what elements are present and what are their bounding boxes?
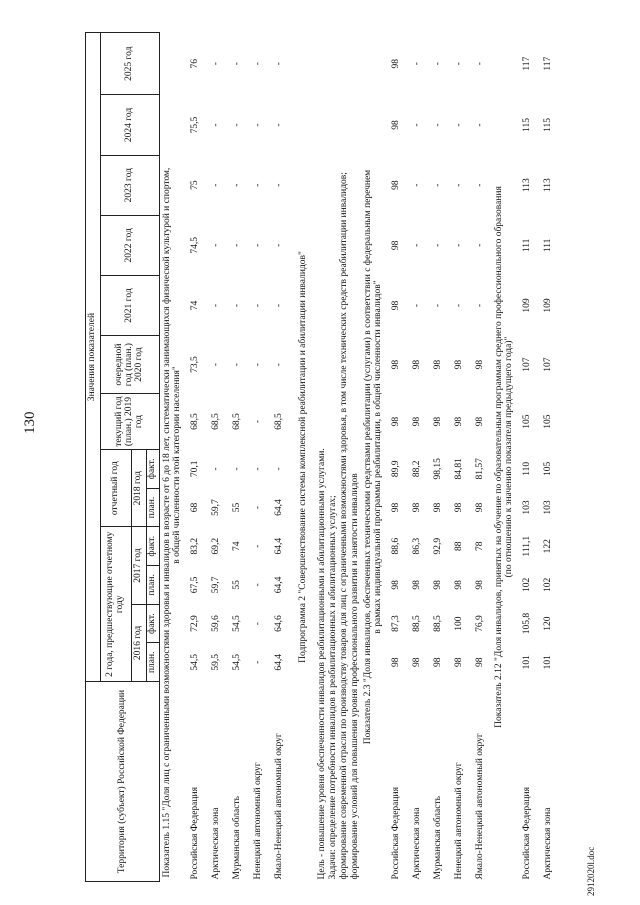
value-cell: -: [253, 123, 264, 127]
value-cell: -: [454, 303, 465, 308]
territory-name: Ямало-Ненецкий автономный округ: [274, 733, 285, 880]
value-cell: 105: [522, 414, 533, 429]
value-cell: -: [232, 303, 243, 308]
value-cell: 78: [475, 541, 486, 551]
year-2017-header: 2017 год: [132, 527, 147, 604]
value-cell: 76,9: [475, 615, 486, 632]
value-cell: 98: [391, 180, 402, 190]
value-cell: 64,6: [274, 615, 285, 632]
value-cell: -: [274, 183, 285, 187]
indicator-title: [160, 33, 186, 882]
value-cell: -: [232, 243, 243, 247]
fact-header: факт.: [147, 604, 160, 643]
value-cell: 98: [391, 120, 402, 130]
value-cell: 76: [190, 58, 201, 69]
territory-name: Арктическая зона: [543, 807, 554, 880]
value-cell: 86,3: [412, 537, 423, 555]
value-cell: 72,9: [190, 615, 201, 632]
value-cell: 98: [412, 359, 423, 370]
value-cell: 102: [543, 577, 554, 593]
value-cell: 101: [543, 655, 554, 670]
value-cell: 111: [522, 238, 533, 253]
value-cell: -: [433, 123, 444, 127]
value-cell: 98: [391, 416, 402, 427]
value-cell: 100: [454, 616, 465, 631]
value-cell: -: [211, 467, 222, 471]
subprogram-goal-line: Задачи: определение потребности инвалидов в реабилитационных и абилитационных услугах;: [327, 495, 338, 880]
value-cell: 109: [543, 298, 554, 313]
table-row: [249, 33, 270, 882]
value-cell: -: [454, 62, 465, 66]
value-cell: 107: [522, 357, 533, 372]
value-cell: -: [253, 183, 264, 187]
value-cell: 111: [543, 238, 554, 253]
value-cell: -: [211, 303, 222, 308]
value-cell: -: [433, 243, 444, 247]
value-cell: -: [412, 243, 423, 247]
table-row: [429, 33, 450, 882]
value-cell: -: [253, 243, 264, 247]
value-cell: 59,5: [211, 653, 222, 671]
value-cell: 68,5: [211, 413, 222, 430]
value-cell: -: [253, 62, 264, 66]
value-cell: 92,9: [433, 537, 444, 555]
value-cell: 98,15: [433, 458, 444, 480]
value-cell: 98: [454, 416, 465, 427]
table-row: [450, 33, 471, 882]
value-cell: 54,5: [232, 653, 243, 671]
year-2023-header: 2023 год: [101, 155, 160, 215]
value-cell: -: [232, 62, 243, 66]
territory-name: Арктическая зона: [412, 807, 423, 880]
value-cell: 120: [543, 616, 554, 631]
indicator-title-line: Показатель 2.3 "Доля инвалидов, обеспеченных техническими средствами реабилитации (услугами) в соответствии с федеральным перечнем: [362, 169, 373, 745]
value-cell: 113: [543, 178, 554, 193]
table-row: [539, 33, 560, 882]
indicator-title-row: [160, 33, 186, 882]
value-cell: 54,5: [232, 615, 243, 632]
value-cell: -: [253, 505, 264, 510]
value-cell: 69,2: [211, 537, 222, 555]
territory-name: Российская Федерация: [190, 787, 201, 880]
value-cell: -: [253, 303, 264, 308]
table-row: [518, 33, 539, 882]
value-cell: -: [274, 467, 285, 471]
indicator-title-row: [361, 33, 387, 882]
value-cell: -: [412, 62, 423, 66]
value-cell: -: [211, 183, 222, 187]
value-cell: 88: [454, 541, 465, 551]
value-cell: 98: [433, 657, 444, 668]
value-cell: 122: [543, 539, 554, 554]
value-cell: 74: [190, 300, 201, 311]
value-cell: -: [475, 123, 486, 127]
value-cell: 70,1: [190, 460, 201, 478]
value-cell: 59,6: [211, 615, 222, 632]
value-cell: -: [412, 183, 423, 187]
value-cell: -: [412, 303, 423, 308]
value-cell: -: [253, 544, 264, 548]
plan-header: план.: [147, 643, 160, 682]
territory-name: Мурманская область: [232, 796, 243, 880]
territory-name: Ямало-Ненецкий автономный округ: [475, 733, 486, 880]
territory-header: Территория (субъект) Российской Федерации: [86, 682, 160, 882]
value-cell: 87,3: [391, 615, 402, 632]
value-cell: 117: [522, 56, 533, 71]
territory-name: Российская Федерация: [391, 787, 402, 880]
indicator-title-row: [492, 33, 518, 882]
value-cell: -: [454, 183, 465, 187]
value-cell: -: [454, 243, 465, 247]
indicators-table: [85, 32, 560, 882]
value-cell: 98: [391, 580, 402, 590]
value-cell: 101: [522, 655, 533, 670]
value-cell: -: [274, 62, 285, 66]
report-year-header: отчетный год: [101, 450, 132, 527]
value-cell: 59,7: [211, 576, 222, 594]
value-cell: 64,4: [274, 499, 285, 516]
table-body: [160, 33, 560, 882]
value-cell: 98: [454, 580, 465, 590]
values-header: Значения показателей: [86, 33, 101, 682]
value-cell: -: [274, 123, 285, 127]
value-cell: -: [211, 363, 222, 367]
subprogram-title: Подпрограмма 2 "Совершенствование системы комплексной реабилитации и абилитации инвалидов": [297, 251, 308, 663]
year-2024-header: 2024 год: [101, 95, 160, 155]
value-cell: 110: [522, 461, 533, 476]
value-cell: 98: [475, 359, 486, 370]
value-cell: 64,4: [274, 653, 285, 671]
value-cell: 98: [433, 359, 444, 370]
indicator-title: [492, 33, 518, 882]
territory-name: Арктическая зона: [211, 807, 222, 880]
table-row: [270, 33, 291, 882]
value-cell: -: [253, 583, 264, 587]
value-cell: -: [253, 660, 264, 664]
value-cell: 98: [475, 657, 486, 668]
value-cell: 55: [232, 502, 243, 513]
value-cell: 88,2: [412, 460, 423, 478]
value-cell: 98: [475, 502, 486, 513]
value-cell: -: [274, 243, 285, 247]
value-cell: -: [253, 622, 264, 626]
value-cell: 107: [543, 357, 554, 372]
value-cell: 73,5: [190, 356, 201, 373]
value-cell: 115: [543, 118, 554, 132]
value-cell: 98: [391, 502, 402, 513]
current-year-header: текущий год (план.) 2019 год: [101, 394, 160, 450]
value-cell: 68: [190, 502, 201, 513]
value-cell: 64,4: [274, 576, 285, 594]
rotated-table-area: [85, 32, 554, 882]
value-cell: -: [274, 303, 285, 308]
value-cell: 98: [433, 416, 444, 427]
year-2018-header: 2018 год: [132, 450, 147, 527]
value-cell: -: [232, 123, 243, 127]
value-cell: 103: [522, 500, 533, 515]
value-cell: 98: [391, 657, 402, 668]
value-cell: 81,57: [475, 458, 486, 480]
value-cell: 98: [391, 58, 402, 69]
value-cell: 88,5: [412, 615, 423, 632]
value-cell: 54,5: [190, 653, 201, 671]
subprogram-goal-line: формирование условий для повышения уровня профессионального развития и занятости инвалидов: [349, 473, 360, 880]
value-cell: 59,7: [211, 499, 222, 516]
table-row: [186, 33, 207, 882]
value-cell: 67,5: [190, 576, 201, 594]
table-row: [408, 33, 429, 882]
year-2025-header: 2025 год: [101, 33, 160, 95]
value-cell: 89,9: [391, 460, 402, 478]
value-cell: 75,5: [190, 116, 201, 134]
fact-header: факт.: [147, 450, 160, 489]
prev-years-header: 2 года, предшествующие отчетному году: [101, 527, 132, 682]
value-cell: 98: [433, 580, 444, 590]
plan-header: план.: [147, 488, 160, 527]
value-cell: 98: [391, 359, 402, 370]
indicator-title-line: в рамках индивидуальной программы реабилитации, в общей численности инвалидов": [372, 280, 383, 634]
value-cell: -: [433, 62, 444, 66]
value-cell: 75: [190, 180, 201, 190]
indicator-title-line: Показатель 2.12 "Доля инвалидов, принятых на обучение по образовательным программам среднего профессионального образования: [493, 186, 504, 728]
value-cell: -: [211, 62, 222, 66]
subprogram-goals: [317, 33, 361, 882]
value-cell: 74: [232, 541, 243, 551]
value-cell: 98: [391, 240, 402, 251]
value-cell: -: [211, 243, 222, 247]
next-year-header: очередной год (план.) 2020 год: [101, 336, 160, 394]
value-cell: 103: [543, 500, 554, 515]
value-cell: 98: [454, 359, 465, 370]
value-cell: 105: [543, 461, 554, 476]
subprogram-title-row: [291, 33, 317, 882]
value-cell: -: [475, 183, 486, 187]
territory-name: Ненецкий автономный округ: [454, 762, 465, 880]
year-2016-header: 2016 год: [132, 604, 147, 681]
value-cell: 98: [412, 657, 423, 668]
territory-name: Ненецкий автономный округ: [253, 762, 264, 880]
value-cell: 55: [232, 580, 243, 590]
value-cell: 98: [412, 580, 423, 590]
plan-header: план.: [147, 566, 160, 605]
table-row: [387, 33, 408, 882]
year-2021-header: 2021 год: [101, 275, 160, 335]
value-cell: 98: [433, 502, 444, 513]
year-2022-header: 2022 год: [101, 215, 160, 275]
value-cell: -: [433, 303, 444, 308]
footer-file-name: 2912020l.doc: [586, 846, 596, 896]
value-cell: 88,5: [433, 615, 444, 632]
value-cell: 88,6: [391, 537, 402, 555]
indicator-title-line: Показатель 1.15 "Доля лиц с ограниченными возможностями здоровья и инвалидов в возрасте от 6 до 18 лет, систематически занимающихся физической культурой и спортом,: [162, 167, 172, 878]
value-cell: 98: [391, 300, 402, 311]
indicator-title-line: (по отношению к значению показателя предыдущего года)": [503, 336, 514, 578]
value-cell: 105: [543, 414, 554, 429]
value-cell: 74,5: [190, 237, 201, 254]
value-cell: -: [232, 183, 243, 187]
value-cell: -: [475, 303, 486, 308]
value-cell: -: [475, 62, 486, 66]
value-cell: 98: [475, 580, 486, 590]
value-cell: -: [433, 183, 444, 187]
value-cell: 84,81: [454, 458, 465, 480]
value-cell: -: [211, 123, 222, 127]
value-cell: 68,5: [232, 413, 243, 430]
subprogram-goal-line: Цель - повышение уровня обеспеченности инвалидов реабилитационными и абилитационными услугами.: [316, 448, 327, 880]
subprogram-goals-row: [317, 33, 361, 882]
indicator-title-line: в общей численности этой категории населения": [171, 366, 182, 564]
table-row: [207, 33, 228, 882]
territory-name: Мурманская область: [433, 796, 444, 880]
value-cell: -: [475, 243, 486, 247]
value-cell: -: [232, 363, 243, 367]
value-cell: 117: [543, 56, 554, 71]
table-row: [471, 33, 492, 882]
value-cell: 64,4: [274, 537, 285, 555]
value-cell: 105,8: [522, 612, 533, 635]
value-cell: 98: [454, 502, 465, 513]
value-cell: -: [253, 419, 264, 424]
value-cell: -: [232, 467, 243, 471]
value-cell: -: [412, 123, 423, 127]
value-cell: 68,5: [274, 413, 285, 430]
value-cell: 111,1: [522, 535, 533, 557]
table-row: [228, 33, 249, 882]
value-cell: 113: [522, 178, 533, 193]
value-cell: 68,5: [190, 413, 201, 430]
value-cell: 98: [412, 416, 423, 427]
value-cell: 98: [475, 416, 486, 427]
value-cell: -: [274, 363, 285, 367]
value-cell: 98: [412, 502, 423, 513]
value-cell: -: [253, 363, 264, 367]
value-cell: -: [253, 467, 264, 471]
territory-name: Российская Федерация: [522, 787, 533, 880]
value-cell: 115: [522, 118, 533, 132]
table-header: [86, 33, 160, 882]
value-cell: 83,2: [190, 537, 201, 555]
value-cell: 98: [454, 657, 465, 668]
value-cell: 102: [522, 577, 533, 593]
value-cell: 109: [522, 298, 533, 313]
subprogram-goal-line: формирование современной отрасли по производству товаров для лиц с ограниченными возможностями здоровья, в том числе технических средств реабилитации инвалидов;: [338, 172, 349, 880]
indicator-title: [361, 33, 387, 882]
value-cell: -: [454, 123, 465, 127]
page-number: 130: [22, 411, 38, 434]
fact-header: факт.: [147, 527, 160, 566]
